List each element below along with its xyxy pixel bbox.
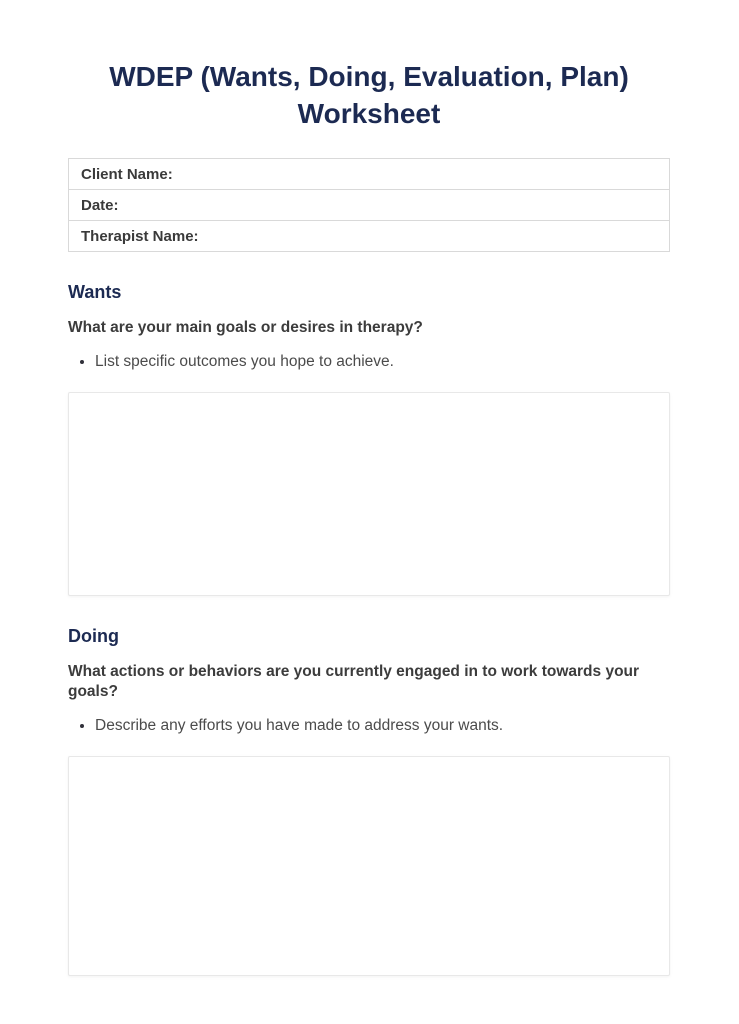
doing-section (68, 626, 670, 976)
wants-section (68, 282, 670, 596)
client-name-value-field[interactable] (179, 164, 657, 184)
wants-bullet-list (68, 351, 670, 372)
wants-answer-box[interactable] (68, 392, 670, 596)
date-label: Date: (81, 196, 119, 214)
therapist-name-row (69, 221, 670, 252)
doing-heading: Doing (68, 626, 119, 646)
wants-heading: Wants (68, 282, 122, 302)
client-info-table (68, 158, 670, 252)
doing-question: What actions or behaviors are you currently engaged in to work towards your goals? (68, 663, 640, 700)
page-title: WDEP (Wants, Doing, Evaluation, Plan) Worksheet (109, 61, 629, 129)
bullet-item: • Describe any efforts you have made to address your wants. (95, 715, 670, 736)
client-name-label: Client Name: (81, 165, 173, 183)
doing-bullet-list (68, 715, 670, 736)
wants-question: What are your main goals or desires in therapy? (68, 319, 423, 336)
bullet-item: • List specific outcomes you hope to achieve. (95, 351, 670, 372)
date-row (69, 190, 670, 221)
therapist-name-label: Therapist Name: (81, 227, 199, 245)
date-value-field[interactable] (125, 195, 657, 215)
client-name-row (69, 159, 670, 190)
doing-answer-box[interactable] (68, 756, 670, 976)
therapist-name-value-field[interactable] (205, 226, 657, 246)
